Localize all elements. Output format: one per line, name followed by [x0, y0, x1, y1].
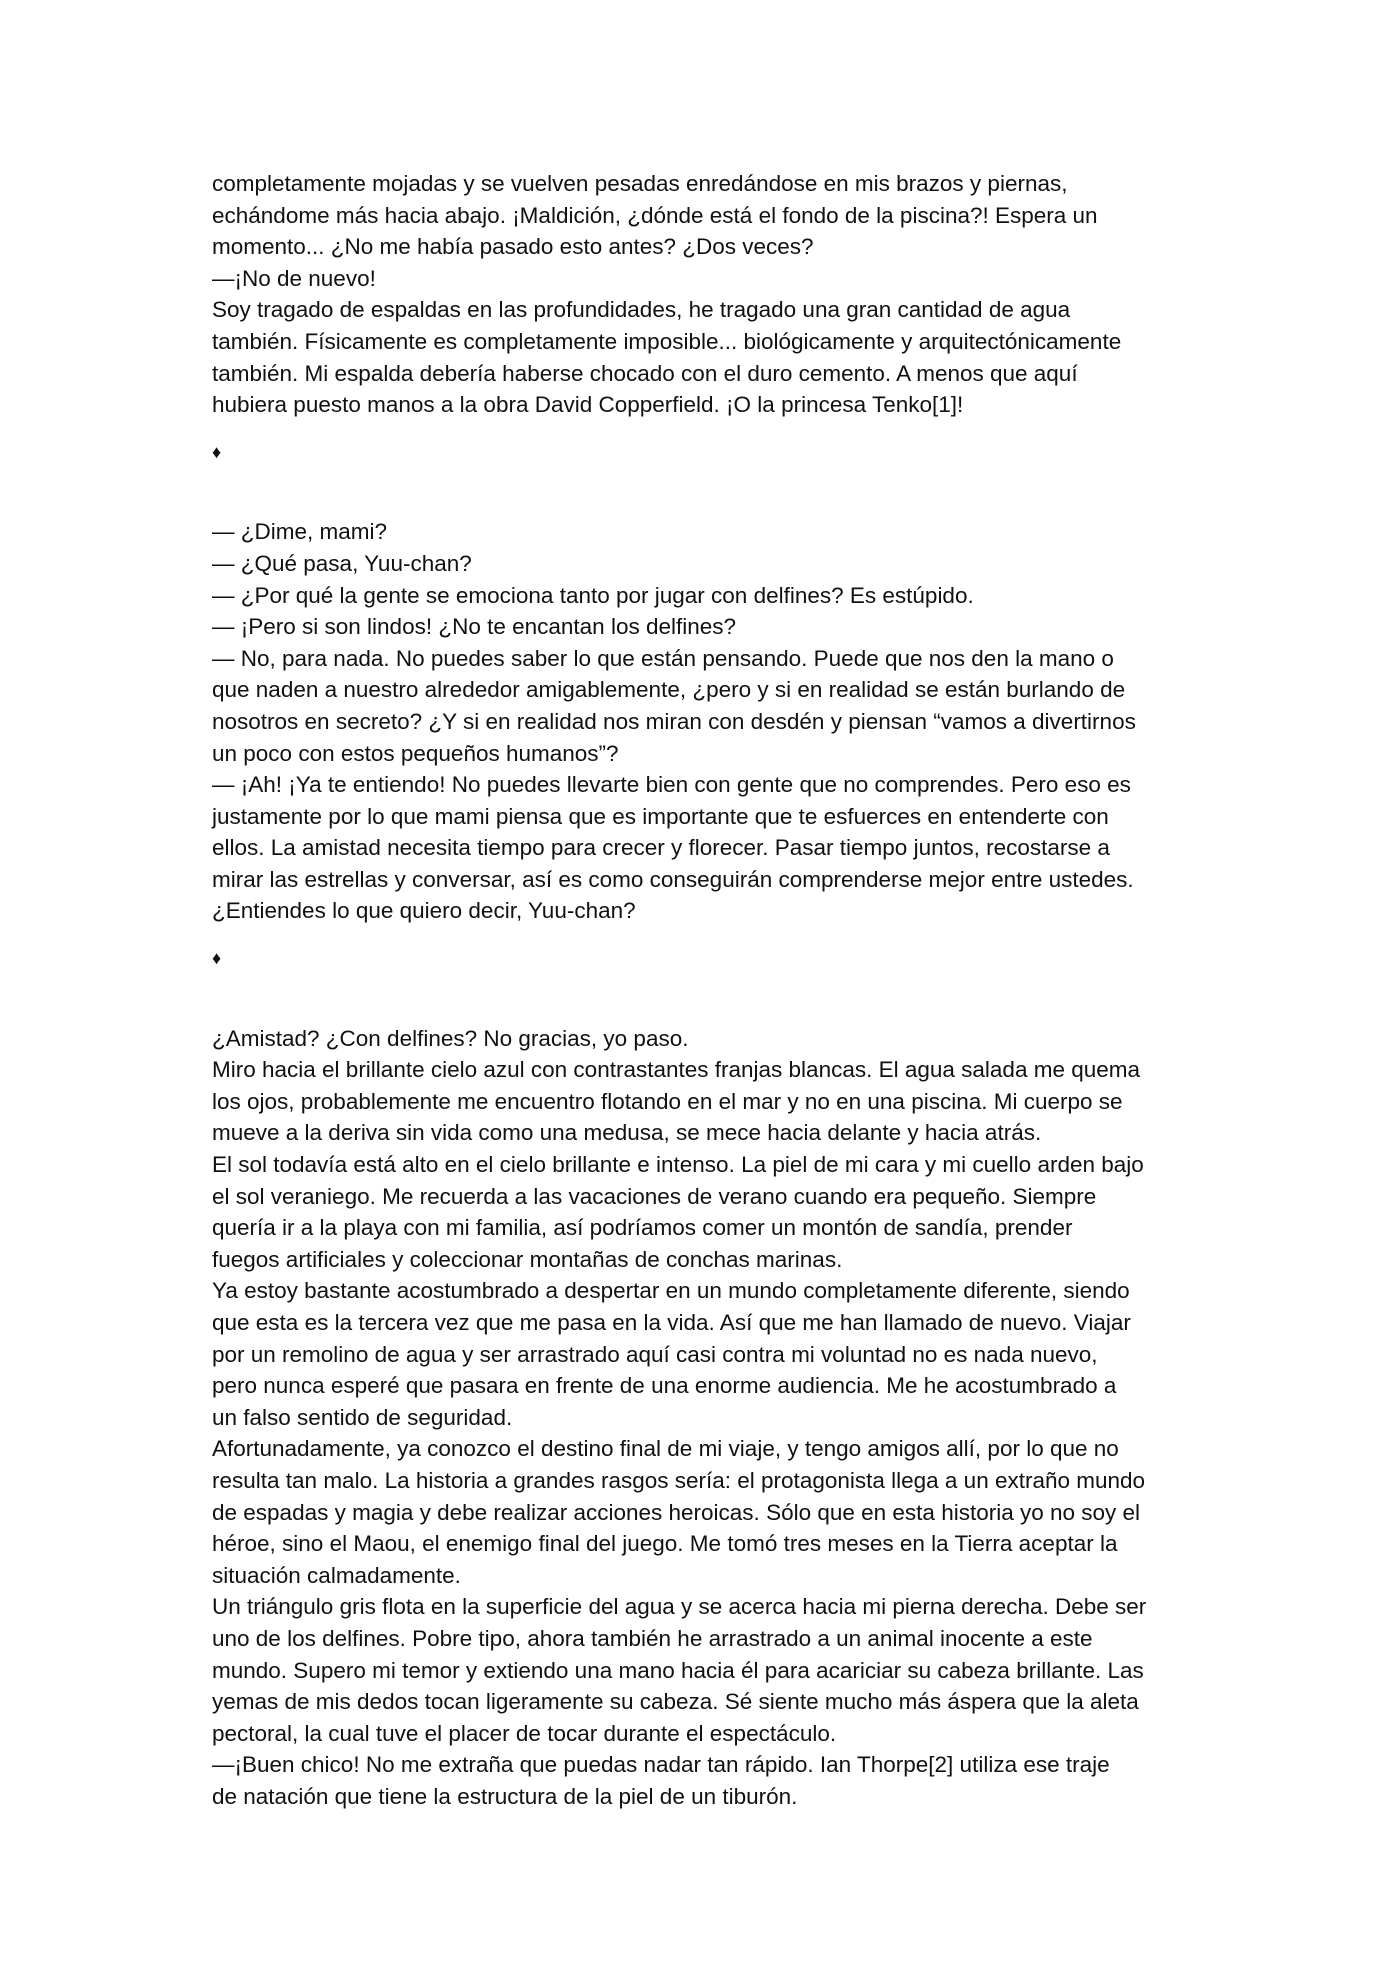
- text-line: situación calmadamente.: [212, 1562, 461, 1588]
- text-line: completamente mojadas y se vuelven pesadas enredándose en mis brazos y piernas,: [212, 171, 1068, 196]
- text-line: yemas de mis dedos tocan ligeramente su cabeza. Sé siente mucho más áspera que la aleta: [212, 1689, 1139, 1715]
- text-block-1: [212, 168, 1202, 421]
- text-line: un falso sentido de seguridad.: [212, 1404, 513, 1430]
- text-line: — No, para nada. No puedes saber lo que están pensando. Puede que nos den la mano o: [212, 645, 1114, 671]
- text-line: uno de los delfines. Pobre tipo, ahora también he arrastrado a un animal inocente a este: [212, 1625, 1093, 1651]
- text-line: — ¿Dime, mami?: [212, 519, 388, 545]
- text-line: que naden a nuestro alrededor amigablemente, ¿pero y si en realidad se están burlando de: [212, 677, 1126, 703]
- text-line: pero nunca esperé que pasara en frente de una enorme audiencia. Me he acostumbrado a: [212, 1373, 1117, 1399]
- text-line: nosotros en secreto? ¿Y si en realidad nos miran con desdén y piensan “vamos a divertirnos: [212, 708, 1136, 734]
- text-line: que esta es la tercera vez que me pasa en la vida. Así que me han llamado de nuevo. Viajar: [212, 1310, 1131, 1335]
- text-line: justamente por lo que mami piensa que es importante que te esfuerces en entenderte con: [212, 803, 1109, 829]
- text-line: héroe, sino el Maou, el enemigo final del juego. Me tomó tres meses en la Tierra aceptar la: [212, 1531, 1118, 1557]
- text-line: echándome más hacia abajo. ¡Maldición, ¿dónde está el fondo de la piscina?! Espera un: [212, 202, 1098, 228]
- text-line: Un triángulo gris flota en la superficie del agua y se acerca hacia mi pierna derecha. Debe ser: [212, 1594, 1147, 1620]
- section-separator-1: ♦: [212, 441, 222, 462]
- text-line: pectoral, la cual tuve el placer de tocar durante el espectáculo.: [212, 1720, 837, 1746]
- text-line: un poco con estos pequeños humanos”?: [212, 740, 619, 766]
- text-line: El sol todavía está alto en el cielo brillante e intenso. La piel de mi cara y mi cuello arden bajo: [212, 1152, 1144, 1178]
- text-block-2: [212, 516, 1202, 927]
- text-line: — ¿Por qué la gente se emociona tanto por jugar con delfines? Es estúpido.: [212, 582, 974, 608]
- text-line: —¡Buen chico! No me extraña que puedas nadar tan rápido. Ian Thorpe[2] utiliza ese traje: [212, 1752, 1110, 1778]
- text-line: hubiera puesto manos a la obra David Copperfield. ¡O la princesa Tenko[1]!: [212, 392, 964, 418]
- text-line: quería ir a la playa con mi familia, así podríamos comer un montón de sandía, prender: [212, 1215, 1073, 1241]
- text-line: el sol veraniego. Me recuerda a las vacaciones de verano cuando era pequeño. Siempre: [212, 1183, 1097, 1209]
- text-line: por un remolino de agua y ser arrastrado aquí casi contra mi voluntad no es nada nuevo,: [212, 1341, 1098, 1367]
- text-line: mueve a la deriva sin vida como una medusa, se mece hacia delante y hacia atrás.: [212, 1120, 1042, 1146]
- text-line: Soy tragado de espaldas en las profundidades, he tragado una gran cantidad de agua: [212, 297, 1071, 323]
- text-line: de natación que tiene la estructura de la piel de un tiburón.: [212, 1783, 798, 1809]
- text-line: ¿Entiendes lo que quiero decir, Yuu-chan?: [212, 898, 636, 924]
- text-line: mirar las estrellas y conversar, así es como conseguirán comprenderse mejor entre ustedes.: [212, 866, 1134, 892]
- text-block-3: [212, 1023, 1202, 1813]
- text-line: — ¡Pero si son lindos! ¿No te encantan los delfines?: [212, 614, 737, 640]
- text-line: resulta tan malo. La historia a grandes rasgos sería: el protagonista llega a un extraño mundo: [212, 1467, 1146, 1493]
- text-line: también. Físicamente es completamente imposible... biológicamente y arquitectónicamente: [212, 328, 1122, 354]
- text-line: Ya estoy bastante acostumbrado a despertar en un mundo completamente diferente, siendo: [212, 1278, 1130, 1304]
- text-line: Afortunadamente, ya conozco el destino final de mi viaje, y tengo amigos allí, por lo que no: [212, 1436, 1119, 1462]
- section-separator-2: ♦: [212, 948, 222, 969]
- text-line: de espadas y magia y debe realizar acciones heroicas. Sólo que en esta historia yo no soy el: [212, 1499, 1141, 1525]
- text-line: — ¡Ah! ¡Ya te entiendo! No puedes llevarte bien con gente que no comprendes. Pero eso es: [212, 772, 1131, 798]
- text-line: mundo. Supero mi temor y extiendo una mano hacia él para acariciar su cabeza brillante. Las: [212, 1657, 1144, 1683]
- text-line: — ¿Qué pasa, Yuu-chan?: [212, 550, 472, 576]
- text-line: los ojos, probablemente me encuentro flotando en el mar y no en una piscina. Mi cuerpo se: [212, 1088, 1123, 1114]
- text-line: ¿Amistad? ¿Con delfines? No gracias, yo paso.: [212, 1025, 689, 1051]
- text-line: momento... ¿No me había pasado esto antes? ¿Dos veces?: [212, 234, 814, 260]
- text-line: —¡No de nuevo!: [212, 265, 376, 291]
- text-line: ellos. La amistad necesita tiempo para crecer y florecer. Pasar tiempo juntos, recostarse a: [212, 835, 1110, 861]
- text-line: también. Mi espalda debería haberse chocado con el duro cemento. A menos que aquí: [212, 360, 1078, 386]
- text-line: Miro hacia el brillante cielo azul con contrastantes franjas blancas. El agua salada me quema: [212, 1057, 1141, 1083]
- text-line: fuegos artificiales y coleccionar montañas de conchas marinas.: [212, 1246, 843, 1272]
- document-page: [212, 168, 1202, 1813]
